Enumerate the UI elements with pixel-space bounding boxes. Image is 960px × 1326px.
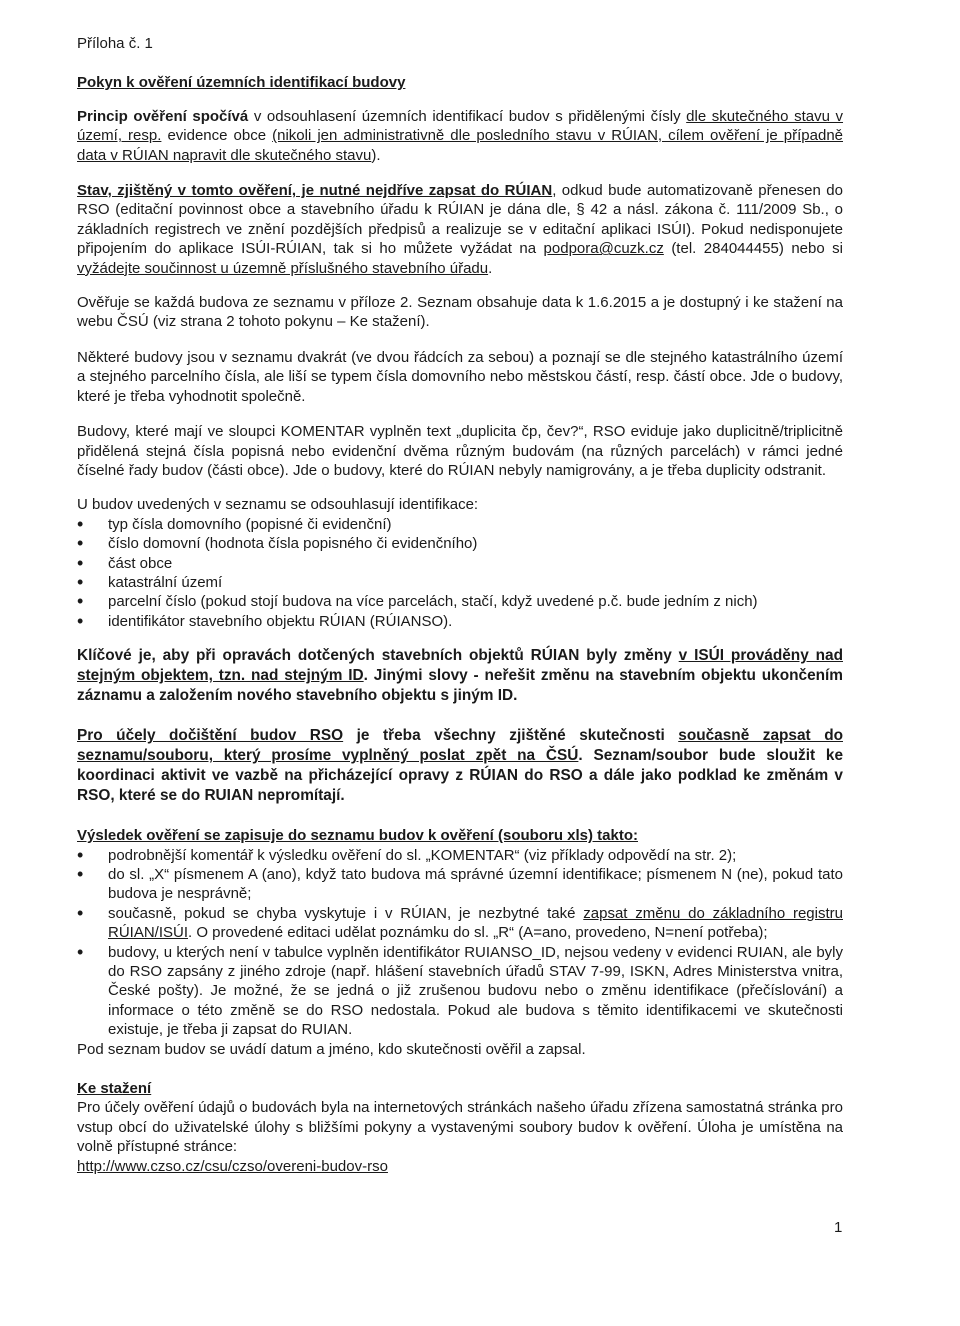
document-body bbox=[77, 34, 843, 1176]
list-item: • identifikátor stavebního objektu RÚIAN (RÚIANSO). bbox=[77, 612, 843, 631]
paragraph-status bbox=[77, 181, 843, 278]
item3-underline: zapsat změnu do základního registru RÚIAN/ISÚI bbox=[108, 904, 843, 942]
paragraph-duplicates: Budovy, které mají ve sloupci KOMENTAR vyplněn text „duplicita čp, čev?“, RSO eviduje jako duplicitně/triplicitně přidělená stejná čísla popisná nebo evidenční dvěma různým budovám (na různých parcelách) v rámci jedné číselné řady budov (části obce). Jde o budovy, které do RÚIAN nebyly namigrovány, a je třeba duplicity odstranit. bbox=[77, 423, 843, 479]
key-text-2: . Jinými slovy - neřešit změnu na stavebním objektu ukončením záznamu a založením nového stavebního objektu s jiným ID. bbox=[77, 667, 843, 705]
list-item: • část obce bbox=[77, 554, 843, 573]
appendix-label: Příloha č. 1 bbox=[77, 35, 153, 52]
result-heading: Výsledek ověření se zapisuje do seznamu budov k ověření (souboru xls) takto: bbox=[77, 827, 638, 845]
list-item: • katastrální území bbox=[77, 573, 843, 592]
key-text-1: Klíčové je, aby při opravách dotčených stavebních objektů RÚIAN byly změny bbox=[77, 647, 679, 665]
status-underline: vyžádejte součinnost u územně příslušného stavebního úřadu bbox=[77, 259, 489, 277]
download-heading: Ke stažení bbox=[77, 1080, 152, 1098]
result-list bbox=[77, 846, 843, 1040]
download-url-link[interactable]: http://www.czso.cz/csu/czso/overeni-budov-rso bbox=[77, 1157, 388, 1175]
principle-text-1: v odsouhlasení územních identifikací budov s přidělenými čísly bbox=[248, 107, 687, 125]
list-item: • typ čísla domovního (popisné či evidenční) bbox=[77, 515, 843, 534]
paragraph-rso-cleanup bbox=[77, 726, 843, 806]
item3-text-1: současně, pokud se chyba vyskytuje i v RÚIAN, je nezbytné také bbox=[108, 904, 584, 922]
rso-underline-1: Pro účely dočištění budov RSO bbox=[77, 727, 344, 745]
list-item: • budovy, u kterých není v tabulce vyplněn identifikátor RUIANSO_ID, nejsou vedeny v evidenci RUIAN, ale byly do RSO zapsány z jiného zdroje (např. hlášení stavebních úřadů STAV 7-99, ISKN, Adres Ministerstva vnitra, České pošty). Je možné, že se jedná o již zrušenou budovu nebo o změnu identifikace (přečíslování) a informace o této změně se do RSO nedostala. Pokud ale budova s těmito identifikacemi ve skutečnosti existuje, je třeba ji zapsat do RUIAN. bbox=[77, 943, 843, 1040]
principle-bold: Princip ověření spočívá bbox=[77, 107, 249, 125]
status-bold-underline: Stav, zjištěný v tomto ověření, je nutné nejdříve zapsat do RÚIAN bbox=[77, 182, 553, 200]
principle-underline-2: (nikoli jen administrativně dle posledního stavu v RÚIAN, cílem ověření je případně data v RÚIAN napravit dle skutečného stavu bbox=[77, 127, 843, 164]
list-item: • do sl. „X“ písmenem A (ano), když tato budova má správné územní identifikace; písmenem N (ne), pokud tato budova je nesprávně; bbox=[77, 865, 843, 904]
key-underline: v ISÚI prováděny nad stejným objektem, tzn. nad stejným ID bbox=[77, 647, 843, 685]
status-text-1: , odkud bude automatizovaně přenesen do RSO (editační povinnost obce a stavebního úřadu k RÚIAN je dána dle, § 42 a násl. zákona č. 111/2009 Sb., o základních registrech ve znění pozdějších předpisů a realizuje se v editační aplikaci ISÚI). Pokud nedisponujete připojením do aplikace ISÚI-RÚIAN, tak si ho můžete vyžádat na bbox=[77, 182, 843, 258]
document-title: Pokyn k ověření územních identifikací budovy bbox=[77, 74, 406, 92]
support-email-link[interactable]: podpora@cuzk.cz bbox=[543, 240, 664, 258]
paragraph-key-point bbox=[77, 646, 843, 706]
paragraph-duplicate-rows: Některé budovy jsou v seznamu dvakrát (ve dvou řádcích za sebou) a poznají se dle stejného katastrálního území a stejného parcelního čísla, ale liší se typem čísla domovního nebo městskou částí, resp. částí obce. Jde o budovy, které je třeba vyhodnotit společně. bbox=[77, 348, 843, 405]
rso-text-1: je třeba všechny zjištěné skutečnosti bbox=[343, 727, 679, 745]
list-item: • parcelní číslo (pokud stojí budova na více parcelách, stačí, když uvedené p.č. bude jedním z nich) bbox=[77, 592, 843, 611]
principle-underline-1: dle skutečného stavu v území, resp. bbox=[77, 107, 844, 145]
identification-intro: U budov uvedených v seznamu se odsouhlasují identifikace: bbox=[77, 496, 479, 514]
principle-text-2: evidence obce bbox=[161, 127, 273, 145]
list-item: • podrobnější komentář k výsledku ověření do sl. „KOMENTAR“ (viz příklady odpovědí na str. 2); bbox=[77, 846, 843, 865]
download-text: Pro účely ověření údajů o budovách byla na internetových stránkách našeho úřadu zřízena samostatná stránka pro vstup obcí do uživatelské úlohy s bližšími pokyny a vystavenými soubory budov k ověření. Úloha je umístěna na volně přístupné stránce: bbox=[77, 1099, 843, 1156]
paragraph-principle bbox=[77, 107, 843, 165]
paragraph-verification: Ověřuje se každá budova ze seznamu v příloze 2. Seznam obsahuje data k 1.6.2015 a je dostupný i ke stažení na webu ČSÚ (viz strana 2 tohoto pokynu – Ke stažení). bbox=[77, 294, 843, 331]
status-text-2: (tel. 284044455) nebo si bbox=[663, 240, 844, 258]
status-text-3: . bbox=[488, 259, 493, 277]
rso-text-2: . Seznam/soubor bude sloužit ke koordinaci aktivit ve vazbě na přicházející opravy z RÚIAN do RSO a dále jako podklad ke změnám v RSO, které se do RUIAN nepromítají. bbox=[77, 747, 844, 805]
page-number: 1 bbox=[834, 1219, 843, 1236]
rso-underline-2: současně zapsat do seznamu/souboru, který prosíme vyplněný poslat zpět na ČSÚ bbox=[77, 727, 843, 765]
list-item bbox=[77, 904, 843, 943]
identification-list bbox=[77, 515, 843, 631]
item3-text-2: . O provedené editaci udělat poznámku do sl. „R“ (A=ano, provedeno, N=není potřeba); bbox=[188, 924, 768, 942]
list-item: • číslo domovní (hodnota čísla popisného či evidenčního) bbox=[77, 534, 843, 553]
result-footer: Pod seznam budov se uvádí datum a jméno, kdo skutečnosti ověřil a zapsal. bbox=[77, 1040, 586, 1058]
principle-text-3: ). bbox=[371, 146, 381, 164]
